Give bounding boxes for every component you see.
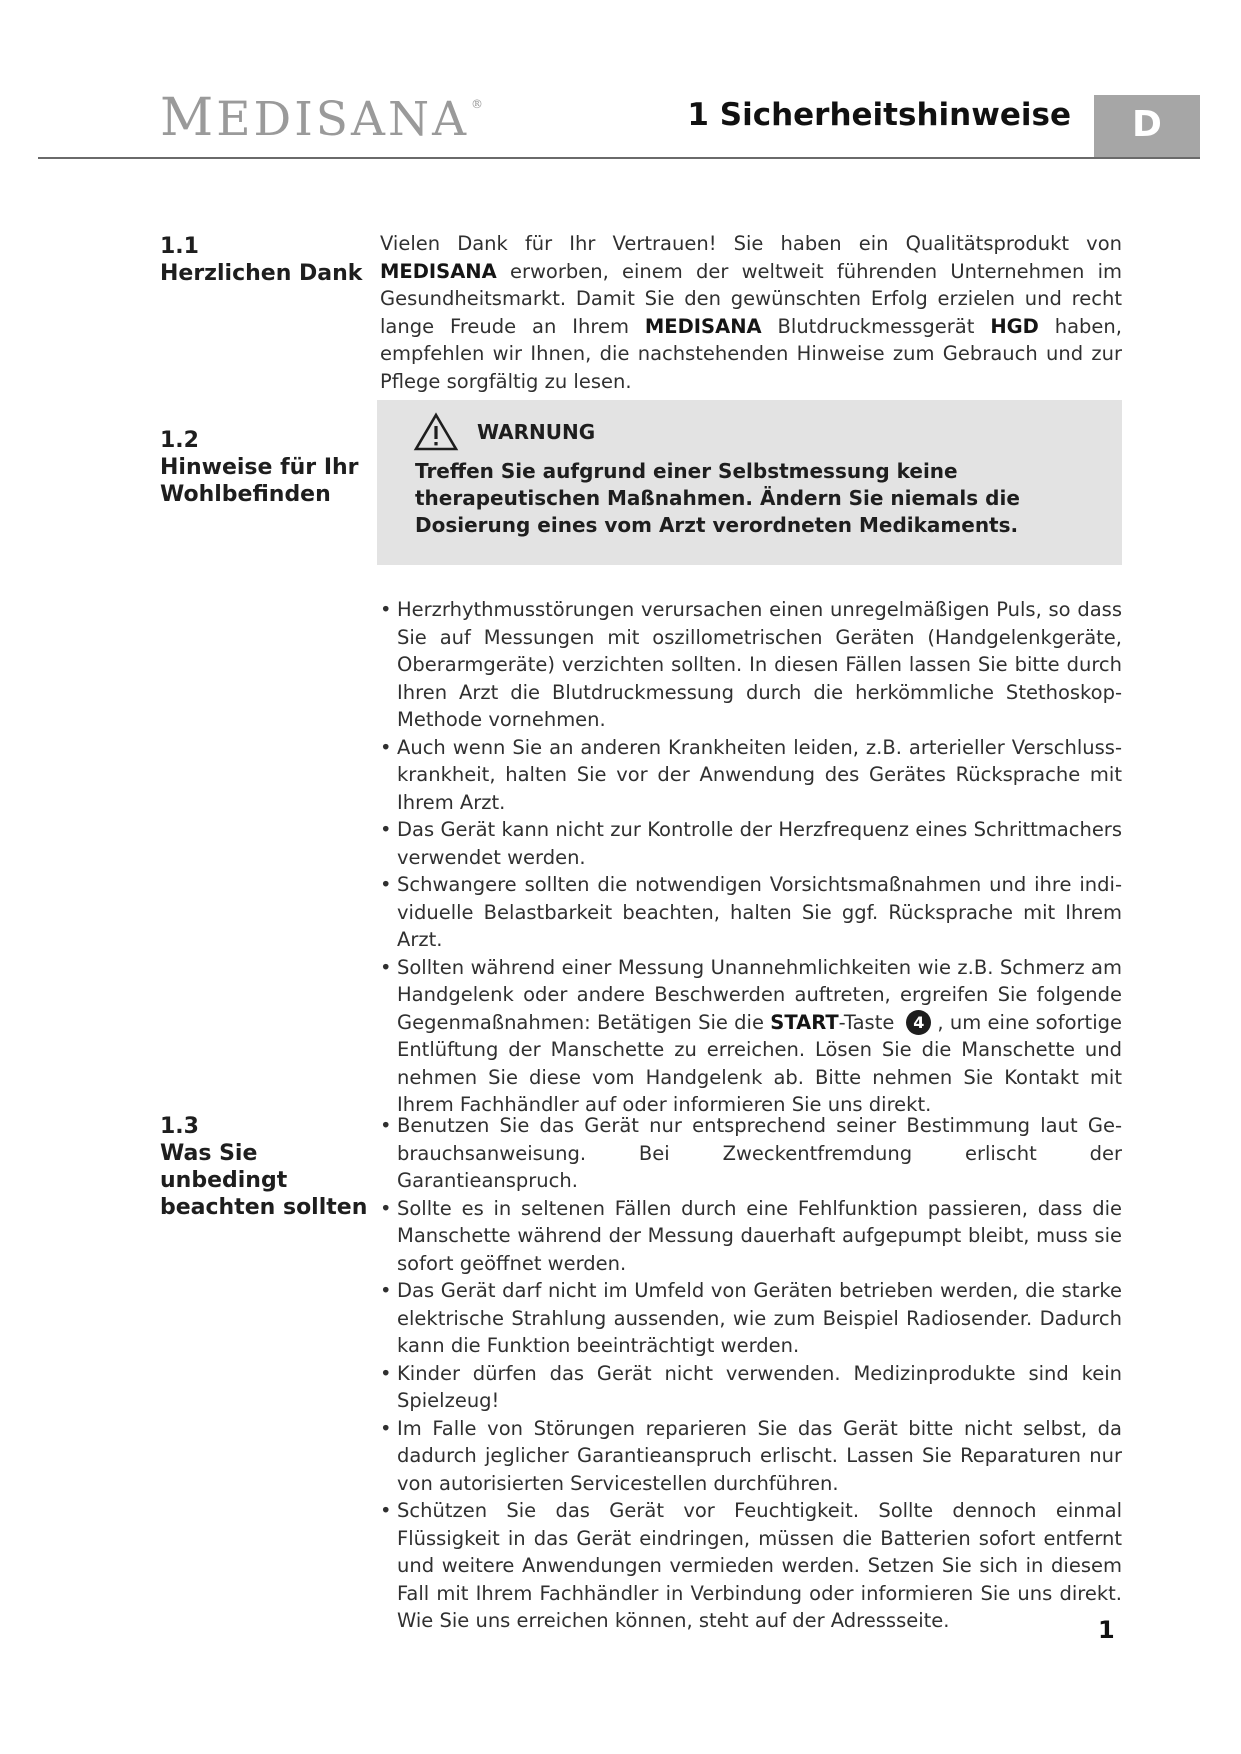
brand-name: MEDISANA — [644, 314, 762, 338]
section-title: Herzlichen Dank — [160, 261, 363, 286]
warning-box — [377, 400, 1122, 565]
list-item: • Benutzen Sie das Gerät nur entsprechend seiner Bestimmung laut Gebrauchsanweisung. Bei Zweckentfremdung erlischt der Garantieanspruch. — [380, 1112, 1122, 1195]
section-1-3-heading — [160, 1113, 380, 1221]
bullet-list — [380, 596, 1122, 1119]
logo-initial: M — [160, 88, 217, 148]
warning-triangle-icon — [413, 412, 459, 452]
warning-header — [413, 412, 595, 452]
list-item: • Herzrhythmusstörungen verursachen einen unregelmäßigen Puls, so dass Sie auf Messungen mit oszillometrischen Geräten (Handgelenkgeräte, Oberarmgeräte) verzichten sollten. In diesen Fällen lassen Sie bitte durch Ihren Arzt die Blutdruckmessung durch die herkömmliche Stethoskop-Methode vornehmen. — [380, 596, 1122, 734]
button-number-badge: 4 — [906, 1010, 931, 1035]
list-item: • Schwangere sollten die notwendigen Vorsichtsmaßnahmen und ihre individuelle Belastbarkeit beachten, halten Sie ggf. Rücksprache mit Ihrem Arzt. — [380, 871, 1122, 954]
section-title: Was Sie unbedingt beachten sollten — [160, 1141, 368, 1220]
section-number: 1.1 — [160, 234, 199, 259]
list-item: • Das Gerät kann nicht zur Kontrolle der Herzfrequenz eines Schrittmachers verwendet werden. — [380, 816, 1122, 871]
list-item: • Kinder dürfen das Gerät nicht verwenden. Medizinprodukte sind kein Spielzeug! — [380, 1360, 1122, 1415]
brand-name: MEDISANA — [380, 259, 497, 283]
page-title: 1 Sicherheitshinweise — [687, 97, 1071, 133]
warning-label: WARNUNG — [477, 420, 596, 444]
list-item: • Das Gerät darf nicht im Umfeld von Geräten betrieben werden, die starke elektrische Strahlung aussenden, wie zum Beispiel Radiosender. Dadurch kann die Funktion beeinträchtigt werden. — [380, 1277, 1122, 1360]
header-divider — [38, 157, 1200, 159]
section-1-1-body — [380, 230, 1122, 395]
section-1-3-bullets — [380, 1112, 1122, 1635]
logo-text: EDISANA — [216, 92, 470, 147]
language-tab: D — [1094, 95, 1200, 157]
section-1-2-heading — [160, 427, 380, 508]
list-item: • Schützen Sie das Gerät vor Feuchtigkeit. Sollte dennoch einmal Flüssigkeit in das Gerät eindringen, müssen die Batterien sofort entfernt und weitere Anwendungen vermieden werden. Setzen Sie sich in diesem Fall mit Ihrem Fachhändler in Verbindung oder informieren Sie uns direkt. Wie Sie uns erreichen können, steht auf der Adressseite. — [380, 1497, 1122, 1635]
bullet-list — [380, 1112, 1122, 1635]
registered-mark: ® — [471, 97, 484, 111]
brand-logo — [160, 88, 484, 148]
warning-text: Treffen Sie aufgrund einer Selbstmessung keine therapeutischen Maßnahmen. Ändern Sie niemals die Dosierung eines vom Arzt verordneten Medikaments. — [415, 459, 1020, 537]
page-number: 1 — [1098, 1616, 1115, 1644]
start-key-label: START — [770, 1010, 839, 1034]
list-item: • Sollte es in seltenen Fällen durch eine Fehlfunktion passieren, dass die Manschette während der Messung dauerhaft aufgepumpt bleibt, muss sie sofort geöffnet werden. — [380, 1195, 1122, 1278]
section-number: 1.2 — [160, 428, 199, 453]
section-number: 1.3 — [160, 1114, 199, 1139]
section-1-2-bullets — [380, 596, 1122, 1119]
list-item: • Sollten während einer Messung Unannehmlichkeiten wie z.B. Schmerz am Handgelenk oder andere Beschwerden auftreten, ergreifen Sie folgende Gegenmaßnahmen: Betätigen Sie die START-Taste 4 , um eine sofortige Entlüftung der Manschette zu erreichen. Lösen Sie die Manschette und nehmen Sie diese vom Handgelenk ab. Bitte nehmen Sie Kontakt mit Ihrem Fachhändler auf oder informieren Sie uns direkt. — [380, 954, 1122, 1119]
list-item: • Im Falle von Störungen reparieren Sie das Gerät bitte nicht selbst, da dadurch jeglicher Garantieanspruch erlischt. Lassen Sie Reparaturen nur von autorisierten Servicestellen durchführen. — [380, 1415, 1122, 1498]
intro-paragraph: Vielen Dank für Ihr Vertrauen! Sie haben ein Qualitätsprodukt von MEDISANA erworben, einem der weltweit führenden Unternehmen im Gesundheitsmarkt. Damit Sie den gewünschten Erfolg erzielen und recht lange Freude an Ihrem MEDISANA Blutdruckmessgerät HGD haben, empfehlen wir Ihnen, die nachstehenden Hinweise zum Gebrauch und zur Pflege sorgfältig zu lesen. — [380, 232, 1122, 393]
model-name: HGD — [990, 314, 1039, 338]
section-title: Hinweise für Ihr Wohlbefinden — [160, 455, 359, 507]
section-1-1-heading — [160, 233, 380, 287]
list-item: • Auch wenn Sie an anderen Krankheiten leiden, z.B. arterieller Verschlusskrankheit, halten Sie vor der Anwendung des Gerätes Rücksprache mit Ihrem Arzt. — [380, 734, 1122, 817]
